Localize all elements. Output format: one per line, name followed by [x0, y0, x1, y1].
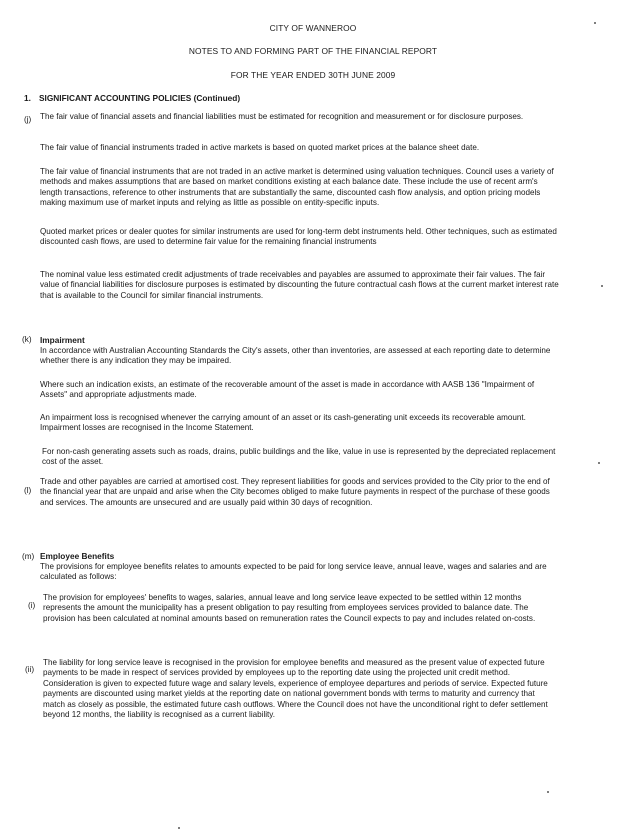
scan-speck [601, 285, 603, 287]
note-j-paragraph-5: The nominal value less estimated credit adjustments of trade receivables and payables are assumed to approximate their fair values. The fair value of financial liabilities for disclosure purposes is estimated by discounting the future contractual cash flows at the current market interest rate that is available to the Council for similar financial instruments. [40, 270, 559, 300]
section-title: SIGNIFICANT ACCOUNTING POLICIES (Continued) [39, 93, 241, 103]
note-l-paragraph-1: Trade and other payables are carried at amortised cost. They represent liabilities for goods and services provided to the City prior to the end of the financial year that are unpaid and arise when the City becomes obliged to make future payments in respect of the purchase of these goods and services. The amounts are unsecured and are usually paid within 30 days of recognition. [40, 477, 550, 507]
note-m-label: (m) [22, 552, 35, 561]
scan-speck [598, 462, 600, 464]
note-j-paragraph-1: The fair value of financial assets and financial liabilities must be estimated for recognition and measurement or for disclosure purposes. [40, 112, 524, 121]
scan-speck [547, 791, 549, 793]
scan-speck [178, 827, 180, 829]
section-number: 1. [24, 93, 31, 103]
note-m-intro: The provisions for employee benefits relates to amounts expected to be paid for long service leave, annual leave, wages and salaries and are calculated as follows: [40, 562, 547, 582]
scan-speck [594, 22, 596, 24]
note-m-item-ii-text: The liability for long service leave is recognised in the provision for employee benefits and measured as the present value of expected future payments to be made in respect of services provided by employees up to the reporting date using the projected unit credit method. Consideration is given to expected future wage and salary levels, experience of employee departures and periods of service. Expected future payments are discounted using market yields at the reporting date on national government bonds with terms to maturity and currency that match as closely as possible, the estimated future cash outflows. Where the Council does not have the unconditional right to defer settlement beyond 12 months, the liability is recognised as a current liability. [43, 658, 548, 720]
note-m-item-i-label: (i) [28, 601, 36, 610]
report-period: FOR THE YEAR ENDED 30TH JUNE 2009 [230, 70, 396, 80]
note-m-heading: Employee Benefits [40, 551, 115, 561]
note-j-paragraph-3: The fair value of financial instruments that are not traded in an active market is determined using valuation techniques. Council uses a variety of methods and makes assumptions that are based on market conditions existing at each balance date. These include the use of recent arm's length transactions, reference to other instruments that are substantially the same, discounted cash flow analysis, and option pricing models making maximum use of market inputs and relying as little as possible on entity-specific inputs. [40, 167, 554, 208]
note-j-paragraph-2: The fair value of financial instruments traded in active markets is based on quoted market prices at the balance sheet date. [40, 143, 480, 152]
note-m-item-ii-label: (ii) [25, 665, 35, 674]
note-j-label: (j) [24, 115, 32, 124]
note-k-label: (k) [22, 335, 32, 344]
note-k-paragraph-3: An impairment loss is recognised whenever the carrying amount of an asset or its cash-generating unit exceeds its recoverable amount. Impairment losses are recognised in the Income Statement. [40, 413, 526, 433]
note-k-paragraph-2: Where such an indication exists, an estimate of the recoverable amount of the asset is made in accordance with AASB 136 "Impairment of Assets" and appropriate adjustments made. [40, 380, 535, 400]
note-m-item-i-text: The provision for employees' benefits to wages, salaries, annual leave and long service leave expected to be settled within 12 months represents the amount the municipality has a present obligation to pay resulting from employees services provided to balance date. The provision has been calculated at nominal amounts based on remuneration rates the Council expects to pay and includes related on-costs. [43, 593, 536, 623]
report-title: NOTES TO AND FORMING PART OF THE FINANCIAL REPORT [188, 46, 438, 56]
note-k-paragraph-4: For non-cash generating assets such as roads, drains, public buildings and the like, value in use is represented by the depreciated replacement cost of the asset. [42, 447, 556, 467]
note-k-paragraph-1: In accordance with Australian Accounting Standards the City's assets, other than inventories, are assessed at each reporting date to determine whether there is any indication they may be impaired. [40, 346, 551, 366]
note-l-label: (l) [24, 486, 32, 495]
note-k-heading: Impairment [40, 335, 85, 345]
organisation-title: CITY OF WANNEROO [269, 23, 357, 33]
note-j-paragraph-4: Quoted market prices or dealer quotes for similar instruments are used for long-term debt instruments held. Other techniques, such as estimated discounted cash flows, are used to determine fair value for the remaining financial instruments [40, 227, 557, 247]
